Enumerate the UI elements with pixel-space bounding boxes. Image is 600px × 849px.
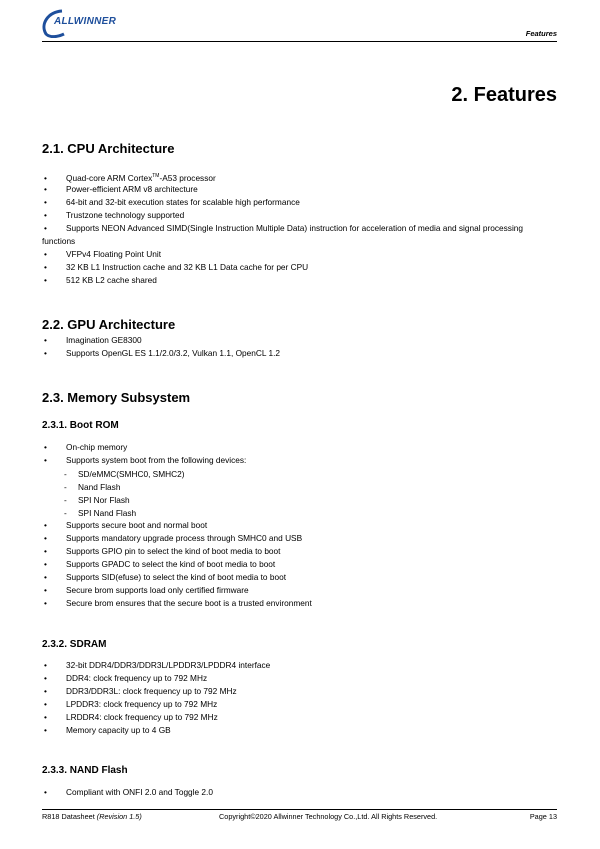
list-item: • LRDDR4: clock frequency up to 792 MHz [44, 712, 218, 722]
list-item: • 32-bit DDR4/DDR3/DDR3L/LPDDR3/LPDDR4 interface [44, 660, 271, 670]
subsection-heading: 2.3.3. NAND Flash [42, 765, 128, 776]
list-item: • 512 KB L2 cache shared [44, 275, 157, 285]
list-item: • Supports system boot from the following devices: [44, 455, 247, 465]
sub-list-item: - SD/eMMC(SMHC0, SMHC2) [64, 469, 185, 479]
list-item: • Supports OpenGL ES 1.1/2.0/3.2, Vulkan 1.1, OpenCL 1.2 [44, 348, 281, 358]
list-item: • DDR4: clock frequency up to 792 MHz [44, 673, 208, 683]
list-item: • Imagination GE8300 [44, 335, 142, 345]
list-item: • On-chip memory [44, 442, 128, 452]
list-item: • Secure brom ensures that the secure boot is a trusted environment [44, 598, 312, 608]
list-item: • Supports SID(efuse) to select the kind of boot media to boot [44, 572, 286, 582]
header-divider [42, 41, 557, 42]
list-item: • 64-bit and 32-bit execution states for scalable high performance [44, 197, 300, 207]
list-item: • 32 KB L1 Instruction cache and 32 KB L1 Data cache for per CPU [44, 262, 309, 272]
sub-list-item: - SPI Nor Flash [64, 495, 130, 505]
list-item: • Secure brom supports load only certified firmware [44, 585, 249, 595]
subsection-heading: 2.3.1. Boot ROM [42, 420, 119, 431]
footer-divider [42, 809, 557, 810]
list-item: • VFPv4 Floating Point Unit [44, 249, 161, 259]
list-item: • Trustzone technology supported [44, 210, 185, 220]
chapter-title: 2. Features [451, 84, 557, 106]
list-item: • Supports GPADC to select the kind of boot media to boot [44, 559, 276, 569]
list-item: • DDR3/DDR3L: clock frequency up to 792 MHz [44, 686, 237, 696]
allwinner-logo: ALLWINNER [40, 8, 120, 34]
list-item: • Compliant with ONFI 2.0 and Toggle 2.0 [44, 787, 213, 797]
list-item: • Power-efficient ARM v8 architecture [44, 184, 198, 194]
section-heading: 2.3. Memory Subsystem [42, 390, 191, 405]
section-heading: 2.2. GPU Architecture [42, 317, 176, 332]
footer-copyright: Copyright©2020 Allwinner Technology Co.,Ltd. All Rights Reserved. [219, 812, 438, 821]
list-item: • Quad-core ARM Cortex™-A53 processor [44, 172, 216, 183]
sub-list-item: - Nand Flash [64, 482, 121, 492]
footer-doc-title: R818 Datasheet (Revision 1.5) [42, 812, 142, 821]
subsection-heading: 2.3.2. SDRAM [42, 639, 107, 650]
list-item: • Memory capacity up to 4 GB [44, 725, 171, 735]
footer-page-number: Page 13 [529, 812, 557, 821]
list-item: • Supports mandatory upgrade process through SMHC0 and USB [44, 533, 303, 543]
list-item: • LPDDR3: clock frequency up to 792 MHz [44, 699, 218, 709]
list-item: • Supports NEON Advanced SIMD(Single Instruction Multiple Data) instruction for acceleration of media and signal processing functions [42, 223, 524, 246]
section-heading: 2.1. CPU Architecture [42, 141, 175, 156]
sub-list-item: - SPI Nand Flash [64, 508, 137, 518]
header-section-name: Features [525, 29, 557, 38]
list-item: • Supports secure boot and normal boot [44, 520, 208, 530]
list-item: • Supports GPIO pin to select the kind of boot media to boot [44, 546, 281, 556]
